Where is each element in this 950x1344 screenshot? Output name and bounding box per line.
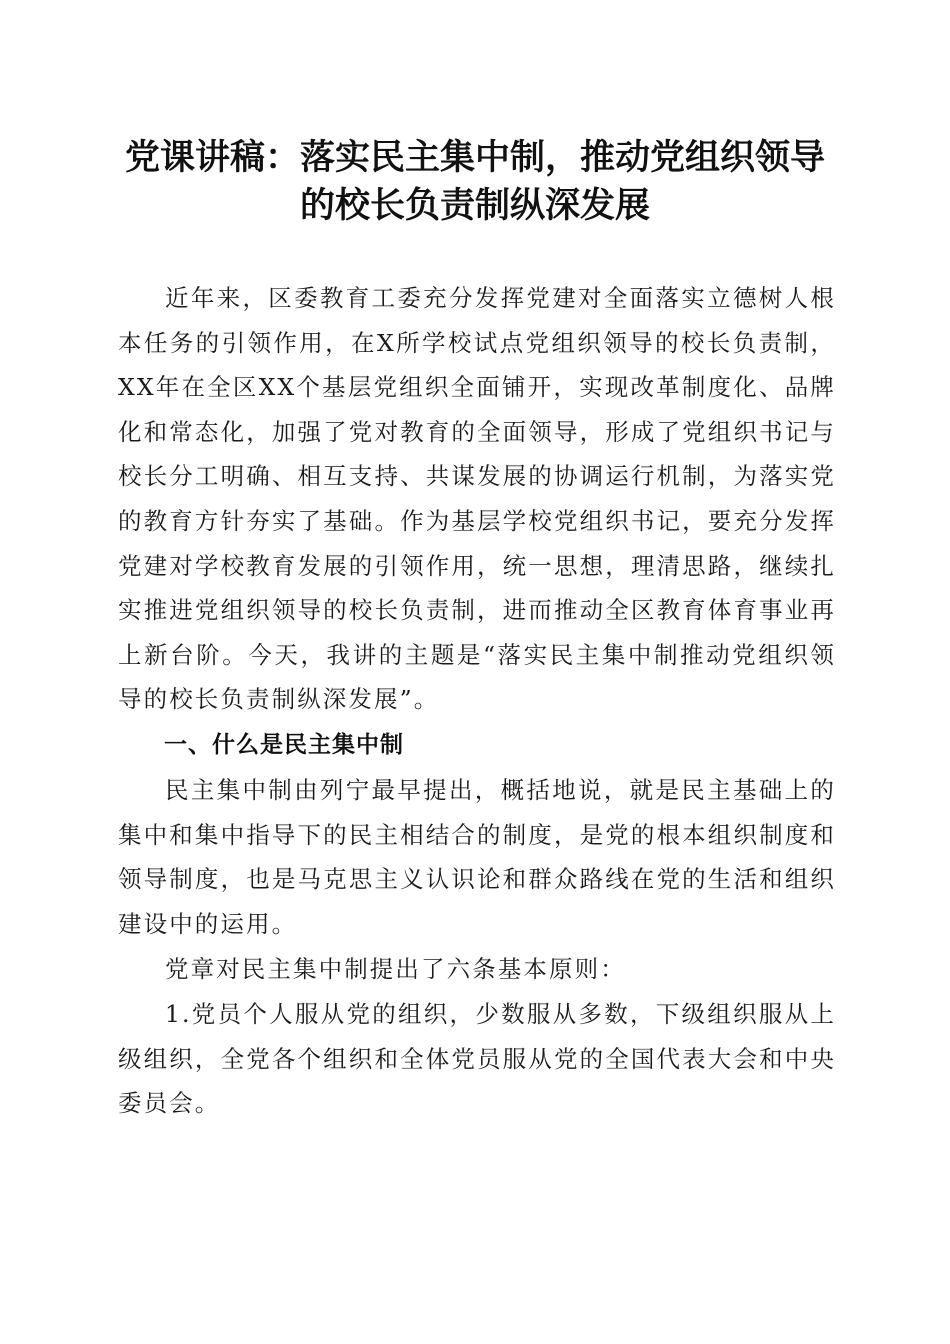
title-line-2: 的校长负责制纵深发展 xyxy=(299,185,650,226)
principle-1-paragraph: 1.党员个人服从党的组织，少数服从多数，下级组织服从上级组织，全党各个组织和全体党员服从党的全国代表大会和中央委员会。 xyxy=(118,1000,836,1118)
document-title xyxy=(100,134,850,230)
principles-intro-paragraph: 党章对民主集中制提出了六条基本原则： xyxy=(165,955,626,983)
definition-paragraph: 民主集中制由列宁最早提出，概括地说，就是民主基础上的集中和集中指导下的民主相结合的制度，是党的根本组织制度和领导制度，也是马克思主义认识论和群众路线在党的生活和组织建设中的运用。 xyxy=(118,776,836,938)
intro-paragraph: 近年来，区委教育工委充分发挥党建对全面落实立德树人根本任务的引领作用，在X所学校试点党组织领导的校长负责制，XX年在全区XX个基层党组织全面铺开，实现改革制度化、品牌化和常态化，加强了党对教育的全面领导，形成了党组织书记与校长分工明确、相互支持、共谋发展的协调运行机制，为落实党的教育方针夯实了基础。作为基层学校党组织书记，要充分发挥党建对学校教育发展的引领作用，统一思想，理清思路，继续扎实推进党组织领导的校长负责制，进而推动全区教育体育事业再上新台阶。今天，我讲的主题是“落实民主集中制推动党组织领导的校长负责制纵深发展”。 xyxy=(118,284,836,714)
title-line-1: 党课讲稿：落实民主集中制，推动党组织领导 xyxy=(124,137,825,178)
section-heading: 一、什么是民主集中制 xyxy=(164,732,404,758)
